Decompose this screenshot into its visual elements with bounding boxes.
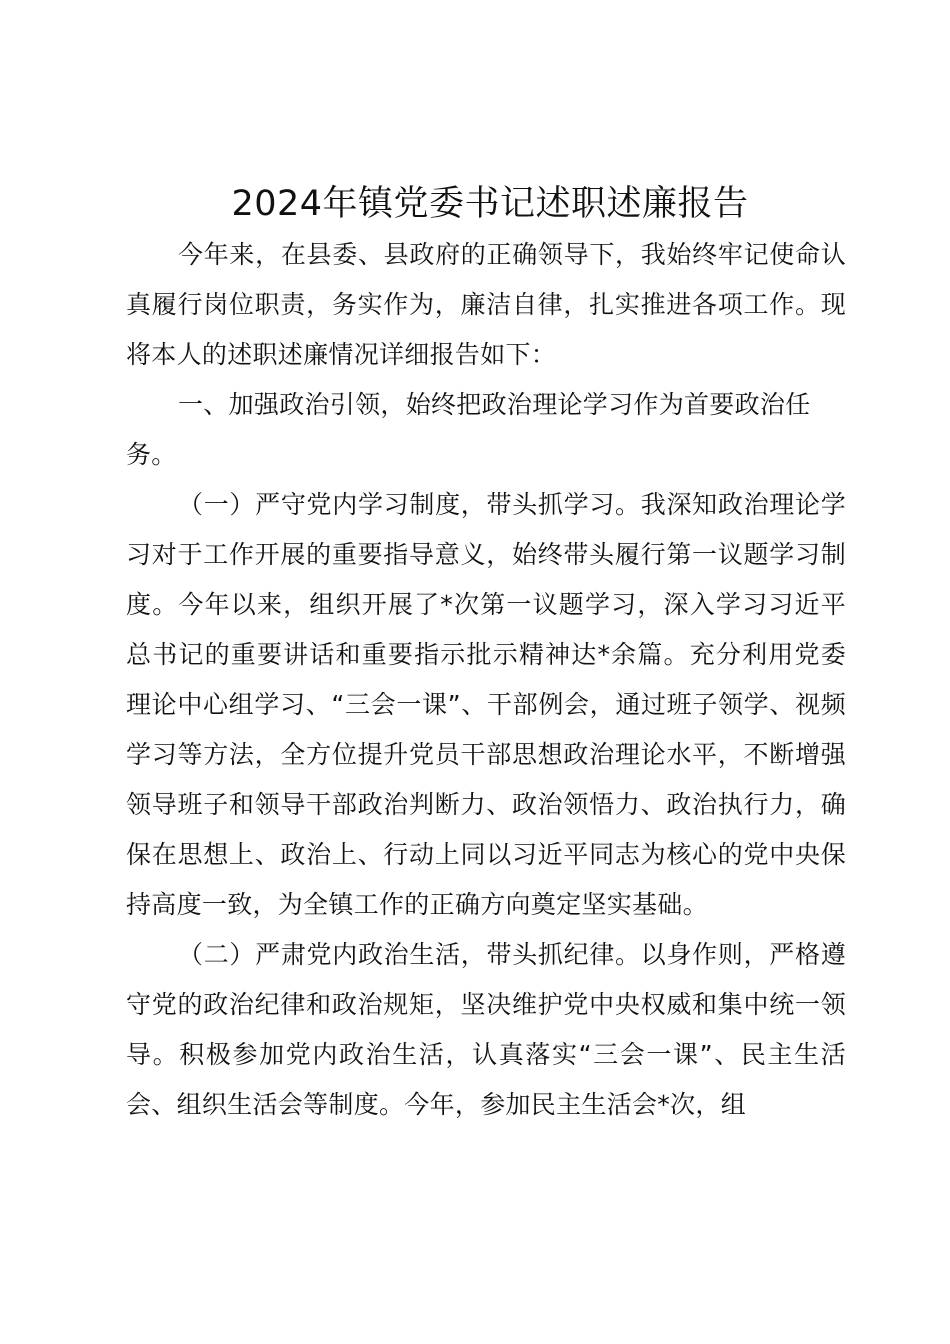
intro-paragraph: 今年来，在县委、县政府的正确领导下，我始终牢记使命认真履行岗位职责，务实作为，廉洁自律，扎实推进各项工作。现将本人的述职述廉情况详细报告如下： xyxy=(126,240,846,369)
document-title: 2024年镇党委书记述职述廉报告 xyxy=(231,184,749,224)
section-1-paragraph-2: （二）严肃党内政治生活，带头抓纪律。以身作则，严格遵守党的政治纪律和政治规矩，坚决维护党中央权威和集中统一领导。积极参加党内政治生活，认真落实“三会一课”、民主生活会、组织生活会等制度。今年，参加民主生活会*次，组 xyxy=(126,940,846,1119)
section-1-paragraph-1: （一）严守党内学习制度，带头抓学习。我深知政治理论学习对于工作开展的重要指导意义，始终带头履行第一议题学习制度。今年以来，组织开展了*次第一议题学习，深入学习习近平总书记的重要讲话和重要指示批示精神达*余篇。充分利用党委理论中心组学习、“三会一课”、干部例会，通过班子领学、视频学习等方法，全方位提升党员干部思想政治理论水平，不断增强领导班子和领导干部政治判断力、政治领悟力、政治执行力，确保在思想上、政治上、行动上同以习近平同志为核心的党中央保持高度一致，为全镇工作的正确方向奠定坚实基础。 xyxy=(126,490,846,919)
document-page xyxy=(126,178,846,1130)
section-1-heading: 一、加强政治引领，始终把政治理论学习作为首要政治任务。 xyxy=(126,390,811,469)
